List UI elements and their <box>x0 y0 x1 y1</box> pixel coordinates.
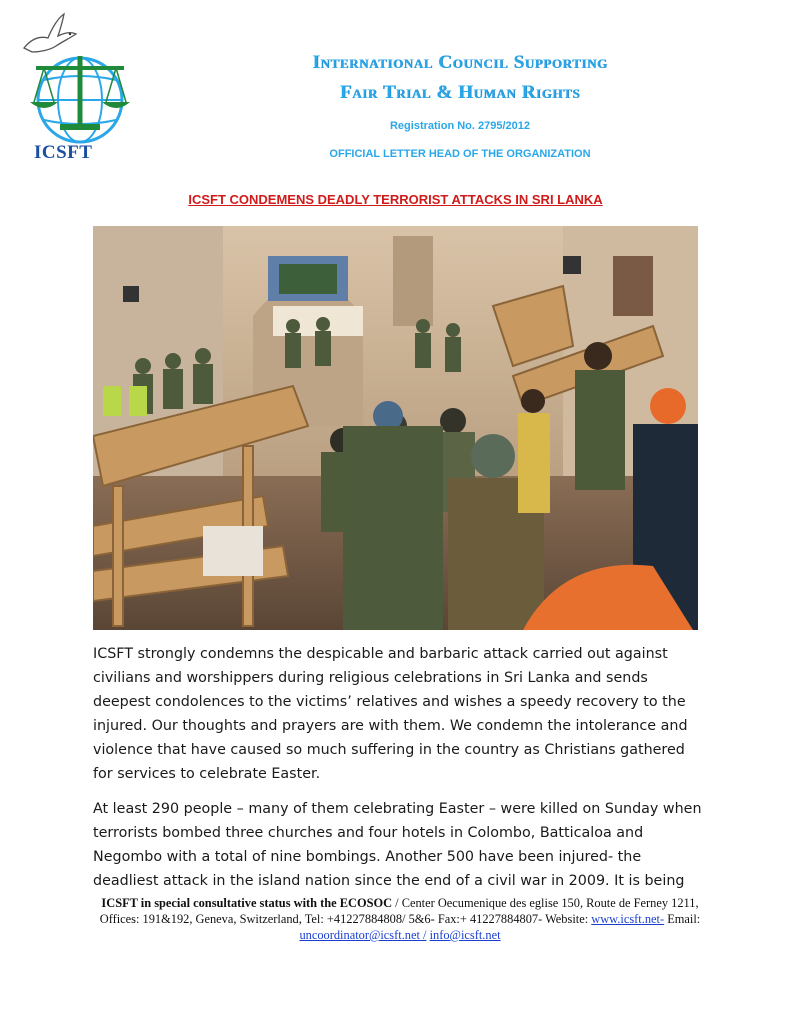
footer-email-link-1[interactable]: uncoordinator@icsft.net / <box>299 928 427 942</box>
logo-text: ICSFT <box>34 142 93 163</box>
official-letterhead-label: OFFICIAL LETTER HEAD OF THE ORGANIZATION <box>329 148 591 160</box>
footer-email-link-2[interactable]: info@icsft.net <box>429 928 501 942</box>
registration-number: Registration No. 2795/2012 <box>389 120 530 132</box>
footer-contact <box>90 895 710 943</box>
article-headline: ICSFT CONDEMENS DEADLY TERRORIST ATTACKS IN SRI LANKA <box>188 192 603 207</box>
dove-scales-globe-icon <box>14 8 132 148</box>
footer-website-link[interactable]: www.icsft.net- <box>591 912 665 926</box>
org-name-line1: International Council Supporting <box>312 52 608 73</box>
footer-address: / Center Oecumenique des eglise 150, Route de Ferney 1211, Offices: 191&192, Geneva, Switzerland, Tel: +41227884808/ 5&6- Fax:+ 41227884807- Website: <box>99 896 699 926</box>
article-paragraph-1: ICSFT strongly condemns the despicable and barbaric attack carried out against civilians and worshippers during religious celebrations in Sri Lanka and sends deepest condolences to the victims’ relatives and wishes a speedy recovery to the injured. Our thoughts and prayers are with them. We condemn the intolerance and violence that have caused so much suffering in the country as Christians gathered for services to celebrate Easter. <box>93 646 688 782</box>
footer-status: ICSFT in special consultative status with the ECOSOC <box>101 896 393 910</box>
org-name-line2: Fair Trial & Human Rights <box>339 82 581 103</box>
article-paragraph-2: At least 290 people – many of them celebrating Easter – were killed on Sunday when terrorists bombed three churches and four hotels in Colombo, Batticaloa and Negombo with a total of nine bombings. Another 500 have been injured- the deadliest attack in the island nation since the end of a civil war in 2009. It is being <box>93 801 702 889</box>
church-attack-photo <box>93 226 698 630</box>
footer-email-label: Email: <box>664 912 701 926</box>
